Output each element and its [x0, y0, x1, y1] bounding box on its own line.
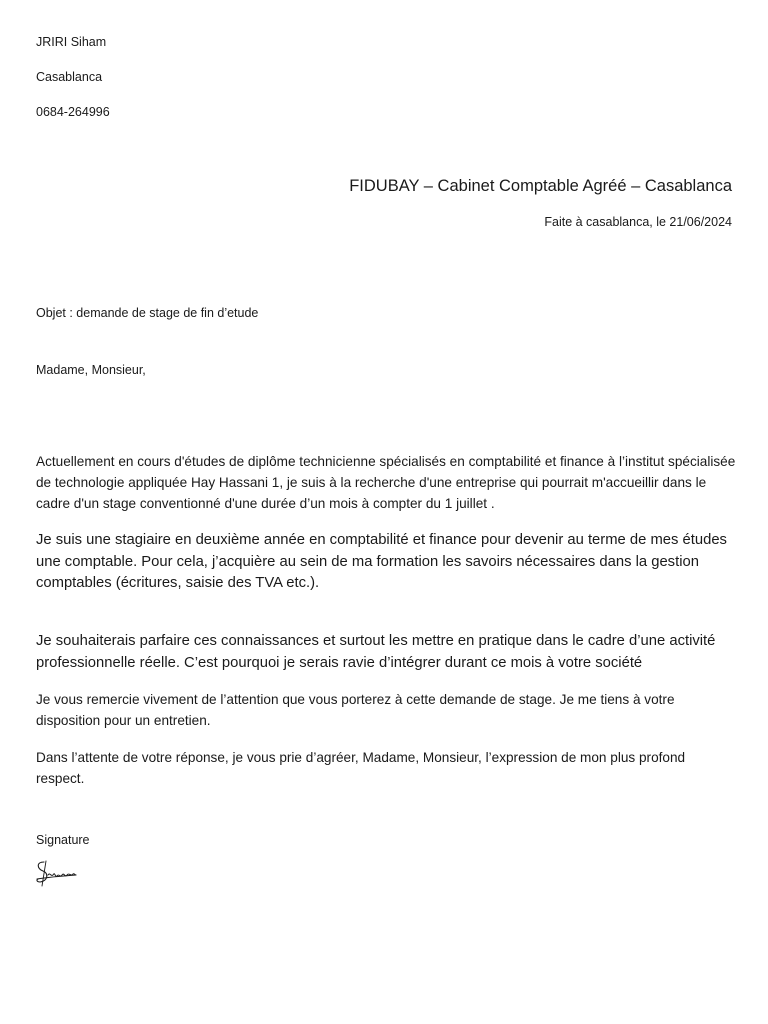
salutation: Madame, Monsieur,	[36, 363, 146, 377]
handwritten-signature	[34, 858, 80, 888]
paragraph-intro: Actuellement en cours d'études de diplôme technicienne spécialisés en comptabilité et finance à l’institut spécialisée de technologie appliquée Hay Hassani 1, je suis à la recherche d'une entreprise qui pourrait m'accueillir dans le cadre d'un stage conventionné d'une durée d’un mois à compter du 1 juillet .	[36, 454, 736, 511]
sender-city: Casablanca	[36, 70, 103, 84]
paragraph-closing: Dans l’attente de votre réponse, je vous prie d’agréer, Madame, Monsieur, l’expression de mon plus profond respect.	[36, 750, 686, 786]
date-line: Faite à casablanca, le 21/06/2024	[544, 215, 732, 229]
paragraph-profile: Je suis une stagiaire en deuxième année en comptabilité et finance pour devenir au terme de mes études une comptable. Pour cela, j’acquière au sein de ma formation les savoirs nécessaires dans la gestion comptables (écritures, saisie des TVA etc.).	[36, 532, 727, 591]
paragraph-thanks: Je vous remercie vivement de l’attention que vous porterez à cette demande de stage. Je me tiens à votre disposition pour un entretien.	[36, 692, 675, 728]
sender-name: JRIRI Siham	[36, 35, 107, 49]
sender-phone: 0684-264996	[36, 105, 110, 119]
signature-label: Signature	[36, 833, 90, 847]
recipient-line: FIDUBAY – Cabinet Comptable Agréé – Casablanca	[349, 177, 732, 195]
paragraph-motivation: Je souhaiterais parfaire ces connaissances et surtout les mettre en pratique dans le cadre d’une activité professionnelle réelle. C’est pourquoi je serais ravie d’intégrer durant ce mois à votre société	[36, 633, 716, 671]
subject-line: Objet : demande de stage de fin d’etude	[36, 306, 259, 320]
